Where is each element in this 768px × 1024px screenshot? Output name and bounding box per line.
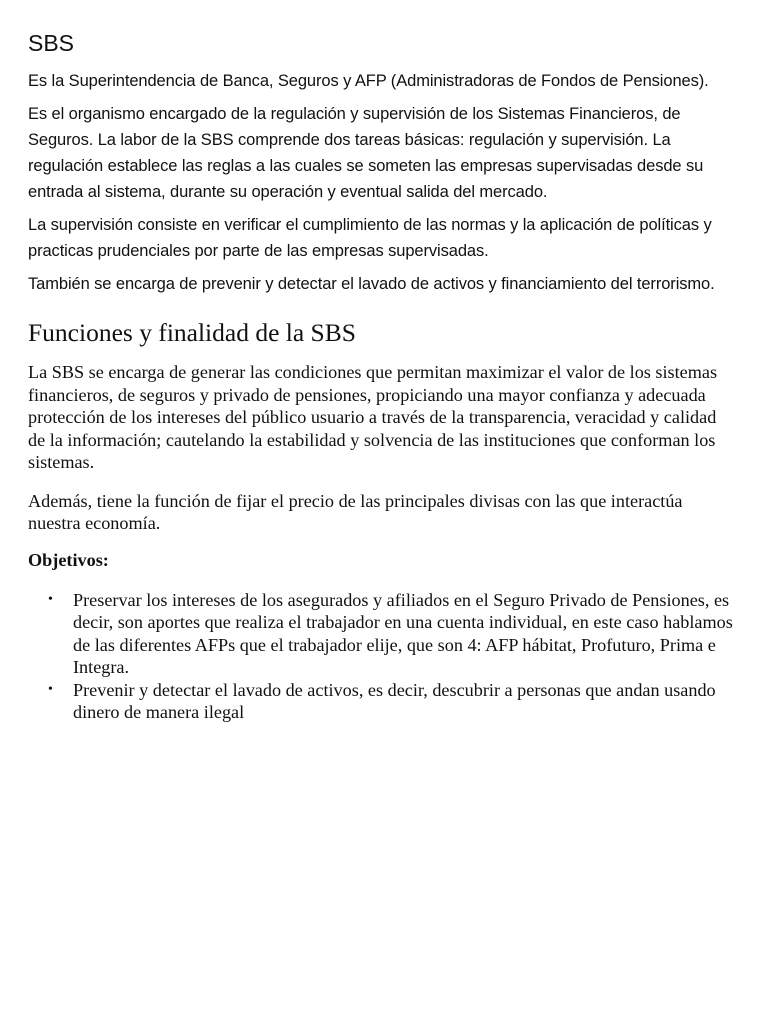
section-title-funciones: Funciones y finalidad de la SBS [28, 318, 356, 347]
objetivos-heading: Objetivos: [28, 549, 109, 570]
document-page [28, 28, 738, 724]
list-item-text: Prevenir y detectar el lavado de activos, es decir, descubrir a personas que andan usando dinero de manera ilegal [73, 679, 716, 722]
paragraph-organismo: Es el organismo encargado de la regulación y supervisión de los Sistemas Financieros, de Seguros. La labor de la SBS comprende dos tareas básicas: regulación y supervisión. La regulación establece las reglas a las cuales se someten las empresas supervisadas desde su entrada al sistema, durante su operación y eventual salida del mercado. [28, 105, 704, 201]
bullet-icon: • [48, 681, 53, 697]
list-item [28, 679, 738, 724]
paragraph-funciones: La SBS se encarga de generar las condiciones que permitan maximizar el valor de los sistemas financieros, de seguros y privado de pensiones, propiciando una mayor confianza y adecuada protección de los intereses del público usuario a través de la transparencia, veracidad y calidad de la información; cautelando la estabilidad y solvencia de las instituciones que conforman los sistemas. [28, 362, 718, 472]
bullet-icon: • [48, 591, 53, 607]
paragraph-definition: Es la Superintendencia de Banca, Seguros y AFP (Administradoras de Fondos de Pensiones). [28, 72, 709, 90]
section-title-sbs: SBS [28, 30, 75, 56]
list-item-text: Preservar los intereses de los asegurados y afiliados en el Seguro Privado de Pensiones, es decir, son aportes que realiza el trabajador en una cuenta individual, en este caso hablamos de las diferentes AFPs que el trabajador elije, que son 4: AFP hábitat, Profuturo, Prima e Integra. [73, 589, 733, 677]
paragraph-divisas: Además, tiene la función de fijar el precio de las principales divisas con las que interactúa nuestra economía. [28, 490, 683, 533]
paragraph-lavado: También se encarga de prevenir y detectar el lavado de activos y financiamiento del terrorismo. [28, 275, 715, 293]
list-item [28, 589, 738, 679]
objetivos-list [28, 589, 738, 724]
paragraph-supervision: La supervisión consiste en verificar el cumplimiento de las normas y la aplicación de políticas y practicas prudenciales por parte de las empresas supervisadas. [28, 216, 712, 260]
